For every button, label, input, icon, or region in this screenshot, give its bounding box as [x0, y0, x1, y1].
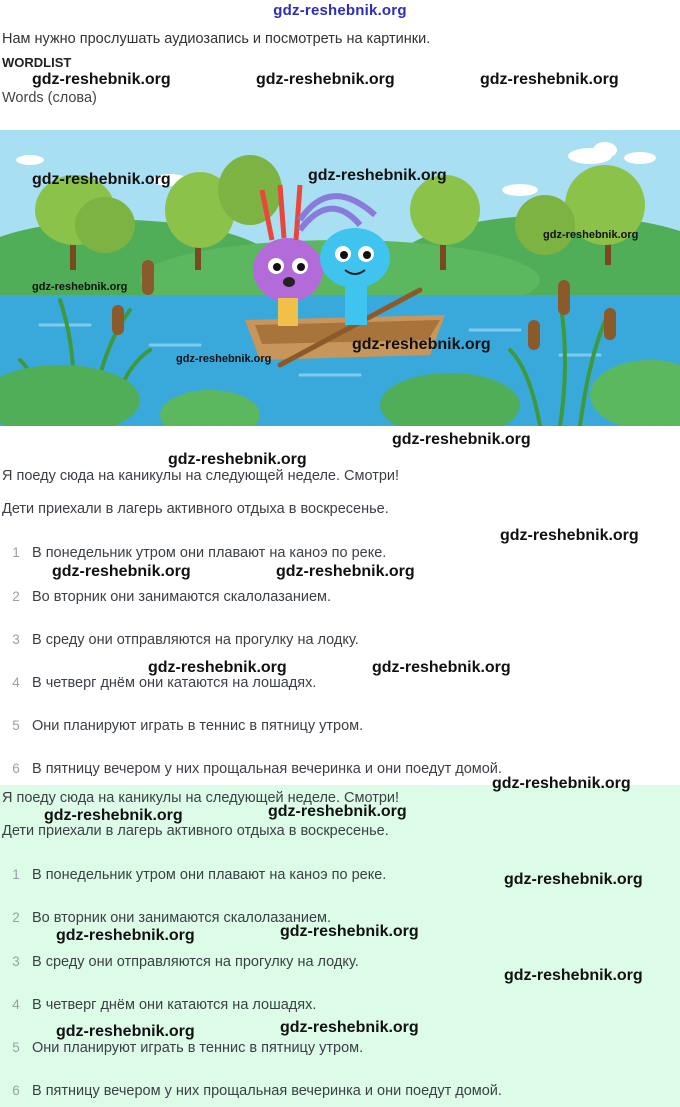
watermark: gdz-reshebnik.org [32, 171, 171, 188]
section1-line1: Я поеду сюда на каникулы на следующей неделе. Смотри! [2, 468, 400, 484]
watermark: gdz-reshebnik.org [392, 431, 531, 448]
watermark: gdz-reshebnik.org [32, 71, 171, 88]
list-item: В четверг днём они катаются на лошадях. [32, 675, 317, 691]
list-item: В среду они отправляются на прогулку на лодку. [32, 954, 359, 970]
list-item: В пятницу вечером у них прощальная вечеринка и они поедут домой. [32, 1083, 502, 1099]
list-item: Они планируют играть в теннис в пятницу утром. [32, 1040, 364, 1056]
watermark: gdz-reshebnik.org [148, 659, 287, 676]
watermark: gdz-reshebnik.org [56, 927, 195, 944]
watermark: gdz-reshebnik.org [352, 336, 491, 353]
list-item: В среду они отправляются на прогулку на лодку. [32, 632, 359, 648]
watermark: gdz-reshebnik.org [543, 229, 639, 241]
watermark: gdz-reshebnik.org [480, 71, 619, 88]
list-item: Они планируют играть в теннис в пятницу утром. [32, 718, 364, 734]
item-number: 1 [12, 867, 20, 882]
watermark: gdz-reshebnik.org [500, 527, 639, 544]
watermark: gdz-reshebnik.org [168, 451, 307, 468]
intro-text: Нам нужно прослушать аудиозапись и посмотреть на картинки. [2, 31, 431, 47]
watermark: gdz-reshebnik.org [276, 563, 415, 580]
watermark: gdz-reshebnik.org [372, 659, 511, 676]
item-number: 3 [12, 954, 20, 969]
section2-line2: Дети приехали в лагерь активного отдыха в воскресенье. [2, 823, 389, 839]
site-header[interactable]: gdz-reshebnik.org [273, 2, 407, 19]
list-item: В четверг днём они катаются на лошадях. [32, 997, 317, 1013]
watermark: gdz-reshebnik.org [52, 563, 191, 580]
item-number: 6 [12, 1083, 20, 1098]
item-number: 3 [12, 632, 20, 647]
item-number: 5 [12, 1040, 20, 1055]
section2-line1: Я поеду сюда на каникулы на следующей неделе. Смотри! [2, 790, 400, 806]
list-item: В пятницу вечером у них прощальная вечеринка и они поедут домой. [32, 761, 502, 777]
list-item: В понедельник утром они плавают на каноэ по реке. [32, 545, 387, 561]
list-item: Во вторник они занимаются скалолазанием. [32, 589, 332, 605]
wordlist-subtitle: Words (слова) [2, 90, 97, 106]
item-number: 2 [12, 910, 20, 925]
watermark: gdz-reshebnik.org [280, 1019, 419, 1036]
watermark: gdz-reshebnik.org [268, 803, 407, 820]
watermark: gdz-reshebnik.org [256, 71, 395, 88]
watermark: gdz-reshebnik.org [44, 807, 183, 824]
watermark: gdz-reshebnik.org [32, 281, 128, 293]
watermark: gdz-reshebnik.org [504, 871, 643, 888]
item-number: 4 [12, 997, 20, 1012]
item-number: 5 [12, 718, 20, 733]
watermark: gdz-reshebnik.org [280, 923, 419, 940]
item-number: 2 [12, 589, 20, 604]
watermark: gdz-reshebnik.org [308, 167, 447, 184]
wordlist-heading: WORDLIST [2, 55, 72, 70]
watermark: gdz-reshebnik.org [504, 967, 643, 984]
item-number: 1 [12, 545, 20, 560]
watermark: gdz-reshebnik.org [492, 775, 631, 792]
watermark: gdz-reshebnik.org [56, 1023, 195, 1040]
item-number: 4 [12, 675, 20, 690]
watermark: gdz-reshebnik.org [176, 353, 272, 365]
list-item: Во вторник они занимаются скалолазанием. [32, 910, 332, 926]
section1-line2: Дети приехали в лагерь активного отдыха в воскресенье. [2, 501, 389, 517]
item-number: 6 [12, 761, 20, 776]
list-item: В понедельник утром они плавают на каноэ по реке. [32, 867, 387, 883]
